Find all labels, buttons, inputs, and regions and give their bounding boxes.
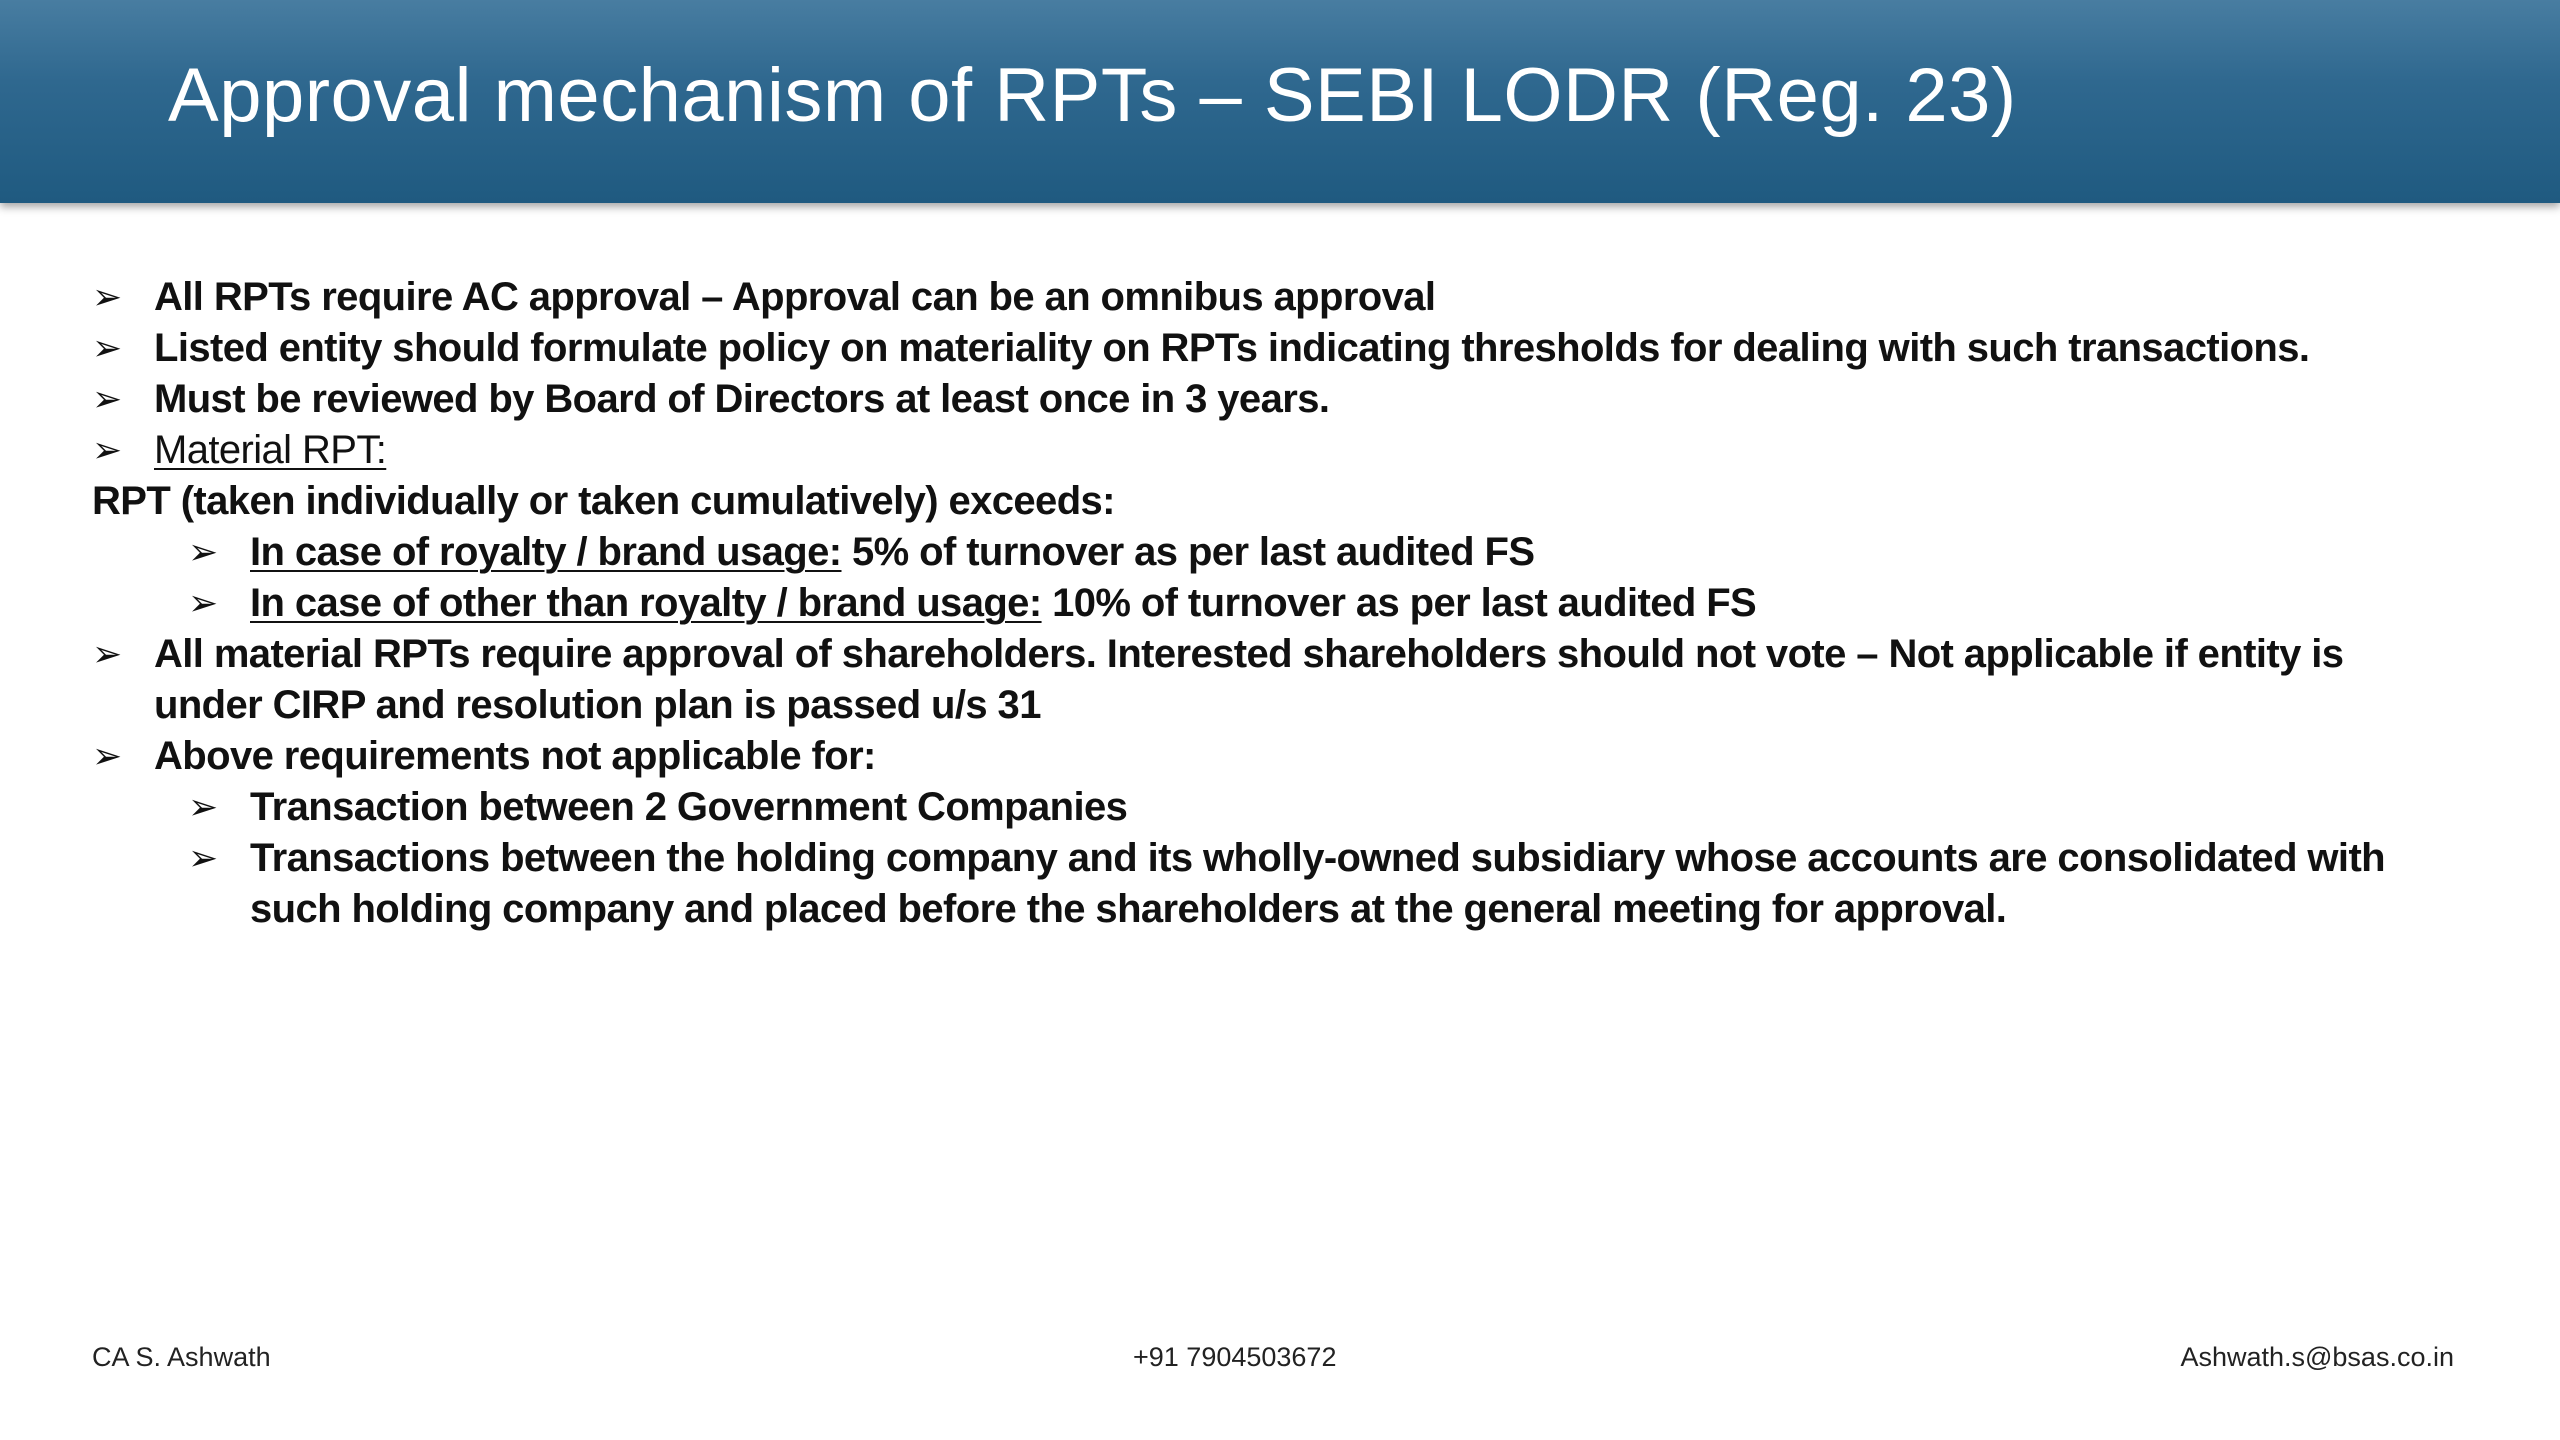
material-rpt-intro [92,476,2492,527]
arrow-bullet-icon: ➢ [92,430,122,471]
arrow-bullet-icon: ➢ [188,532,218,573]
footer-name: CA S. Ashwath [92,1342,271,1372]
sub-bullet-item [92,578,2492,629]
sub-bullet-item [92,833,2492,884]
bullet-item [92,323,2492,374]
sub-bullet-continuation [92,884,2492,935]
arrow-bullet-icon: ➢ [188,838,218,879]
sub-bullet-item [92,782,2492,833]
sub-bullet-text: such holding company and placed before the shareholders at the general meeting for approval. [250,887,2007,931]
sub-bullet-text: 5% of turnover as per last audited FS [841,530,1535,574]
bullet-item [92,731,2492,782]
arrow-bullet-icon: ➢ [188,787,218,828]
bullet-text: All RPTs require AC approval – Approval can be an omnibus approval [154,275,1436,319]
arrow-bullet-icon: ➢ [92,736,122,777]
sub-bullet-text: 10% of turnover as per last audited FS [1041,581,1757,625]
footer-phone: +91 7904503672 [1133,1342,1337,1372]
sub-bullet-text: Transaction between 2 Government Companies [250,785,1128,829]
bullet-item [92,374,2492,425]
arrow-bullet-icon: ➢ [92,379,122,420]
slide-content [92,272,2492,935]
bullet-text: Must be reviewed by Board of Directors at least once in 3 years. [154,377,1330,421]
material-rpt-heading: Material RPT: [154,428,387,472]
bullet-text: under CIRP and resolution plan is passed u/s 31 [154,683,1041,727]
sub-bullet-label: In case of royalty / brand usage: [250,530,842,574]
sub-bullet-text: Transactions between the holding company and its wholly-owned subsidiary whose accounts are consolidated with [250,836,2385,880]
intro-text: RPT (taken individually or taken cumulatively) exceeds: [92,479,1115,523]
sub-bullet-label: In case of other than royalty / brand usage: [250,581,1042,625]
bullet-item [92,425,2492,476]
bullet-text: All material RPTs require approval of shareholders. Interested shareholders should not vote – Not applicable if entity is [154,632,2344,676]
sub-bullet-item [92,527,2492,578]
bullet-continuation [92,680,2492,731]
arrow-bullet-icon: ➢ [188,583,218,624]
bullet-text: Above requirements not applicable for: [154,734,876,778]
bullet-item [92,272,2492,323]
arrow-bullet-icon: ➢ [92,328,122,369]
slide-title: Approval mechanism of RPTs – SEBI LODR (Reg. 23) [168,53,2017,138]
title-bar [0,0,2560,203]
bullet-text: Listed entity should formulate policy on materiality on RPTs indicating thresholds for dealing with such transactions. [154,326,2310,370]
footer-email: Ashwath.s@bsas.co.in [2180,1342,2454,1372]
arrow-bullet-icon: ➢ [92,634,122,675]
arrow-bullet-icon: ➢ [92,277,122,318]
bullet-item [92,629,2492,680]
